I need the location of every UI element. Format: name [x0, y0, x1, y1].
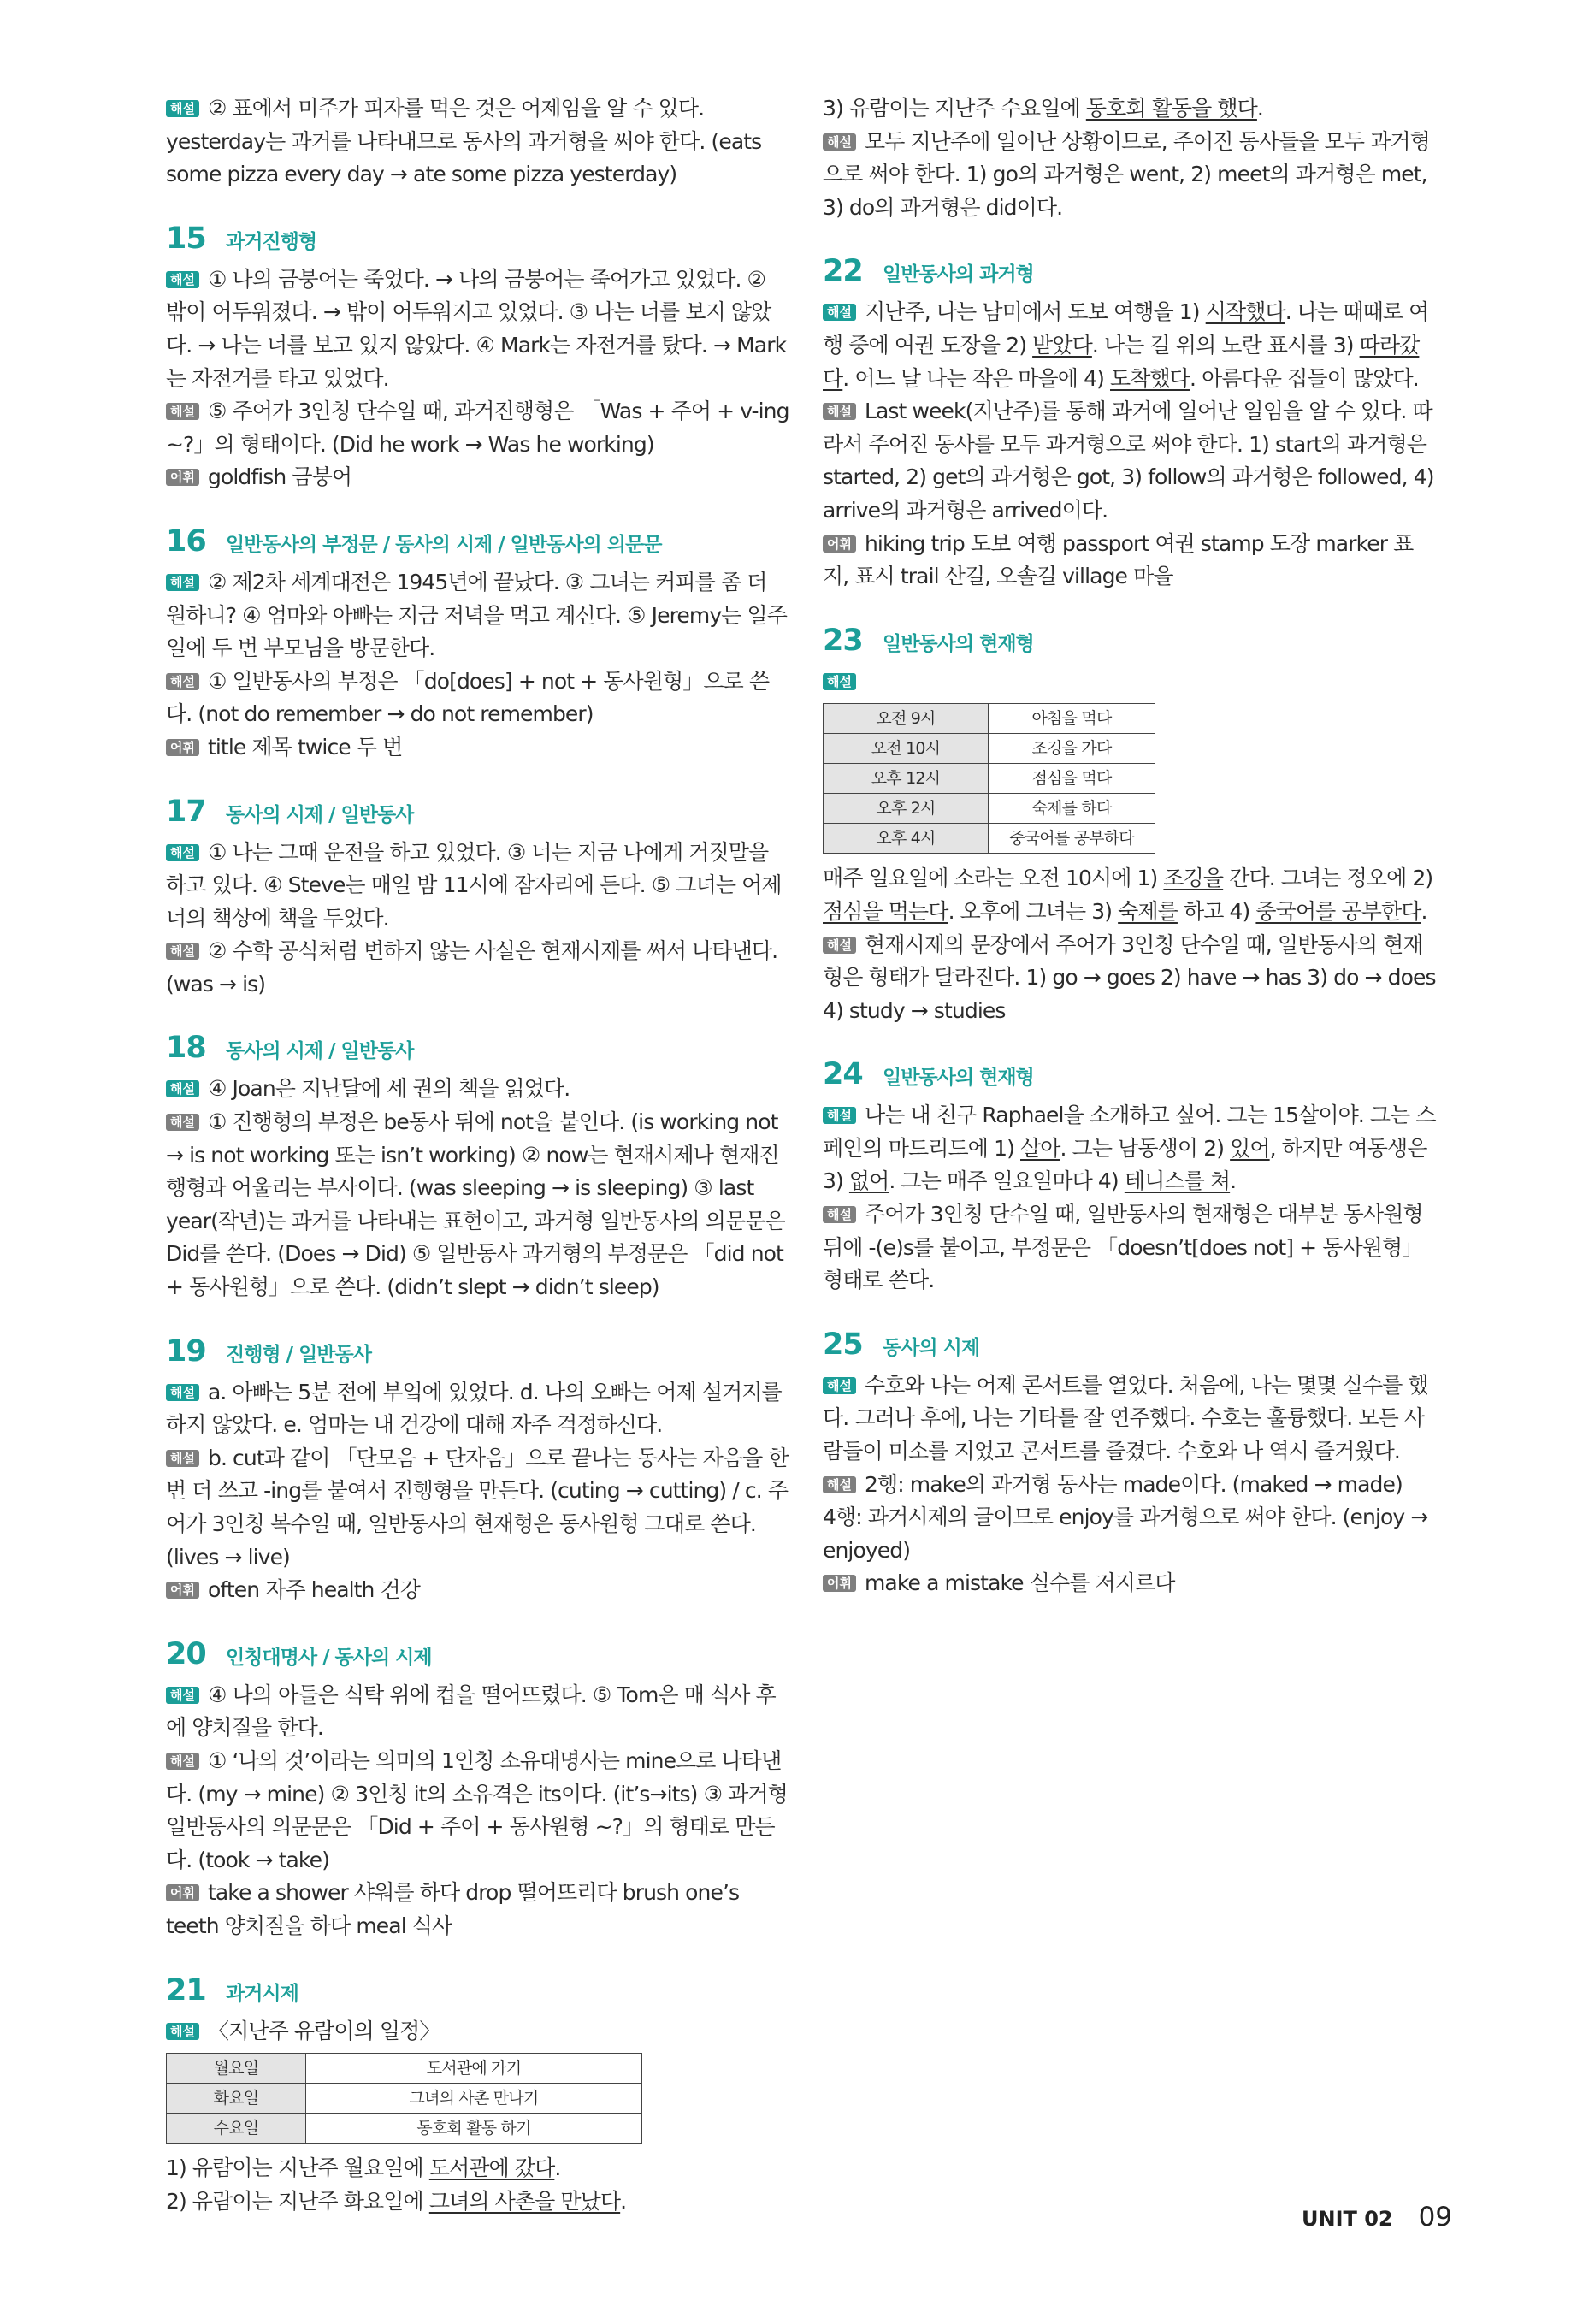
section-title: 동사의 시제 / 일반동사 — [226, 1040, 414, 1063]
section-19 — [166, 1335, 790, 1607]
section-title: 인칭대명사 / 동사의 시제 — [226, 1646, 432, 1669]
vocab-paragraph: 어휘 often 자주 health 건강 — [166, 1574, 790, 1607]
explanation-paragraph: 해설 ① ‘나의 것’이라는 의미의 1인칭 소유대명사는 mine으로 나타낸다. (my → mine) ② 3인칭 it의 소유격은 its이다. (it’s→its) ③ 과거형 일반동사의 의문문은 「Did + 주어 + 동사원형 ~?」의 형태로 만든다. (took → take) — [166, 1747, 788, 1872]
translation-paragraph: 해설 ① 나의 금붕어는 죽었다. → 나의 금붕어는 죽어가고 있었다. ② 밖이 어두워졌다. → 밖이 어두워지고 있었다. ③ 나는 너를 보지 않았다. → 나는 너를 보고 있지 않았다. ④ Mark는 자전거를 탔다. → Mark는 자전거를 타고 있었다. — [166, 266, 787, 391]
section-23 — [823, 624, 1438, 1028]
section-title: 동사의 시제 / 일반동사 — [226, 803, 414, 826]
answer-paragraph: 해설 ② 표에서 미주가 피자를 먹은 것은 어제임을 알 수 있다. yesterday는 과거를 나타내므로 동사의 과거형을 써야 한다. (eats some pizza every day → ate some pizza yesterday) — [166, 96, 762, 187]
section-number: 23 — [823, 623, 863, 658]
translation-paragraph: 해설 a. 아빠는 5분 전에 부엌에 있었다. d. 나의 오빠는 어제 설거지를 하지 않았다. e. 엄마는 내 건강에 대해 자주 걱정하신다. — [166, 1379, 782, 1438]
section-21 — [166, 1974, 790, 2219]
page-footer — [1302, 2202, 1452, 2232]
section-number: 22 — [823, 254, 863, 289]
right-column — [823, 92, 1438, 1631]
schedule-table — [166, 2053, 642, 2144]
explanation-paragraph: 해설 b. cut과 같이 「단모음 + 단자음」으로 끝나는 동사는 자음을 한번 더 쓰고 -ing를 붙여서 진행형을 만든다. (cuting → cutting) / c. 주어가 3인칭 복수일 때, 일반동사의 현재형은 동사원형 그대로 쓴다. (lives → live) — [166, 1445, 789, 1570]
section-24 — [823, 1058, 1438, 1298]
table-row: 수요일 동호회 활동 하기 — [167, 2114, 642, 2144]
section-number: 17 — [166, 794, 206, 829]
explanation-paragraph: 해설 주어가 3인칭 단수일 때, 일반동사의 현재형은 대부분 동사원형 뒤에 -(e)s를 붙이고, 부정문은 「doesn’t[does not] + 동사원형」 형태로 쓴다. — [823, 1202, 1423, 1293]
explanation-paragraph: 해설 ⑤ 주어가 3인칭 단수일 때, 과거진행형은 「Was + 주어 + v-ing ~?」의 형태이다. (Did he work → Was he working) — [166, 399, 789, 457]
translation-paragraph: 해설 ① 나는 그때 운전을 하고 있었다. ③ 너는 지금 나에게 거짓말을 하고 있다. ④ Steve는 매일 밤 11시에 잠자리에 든다. ⑤ 그녀는 어제 너의 책상에 책을 두었다. — [166, 839, 782, 931]
translation-paragraph: 해설 ④ 나의 아들은 식탁 위에 컵을 떨어뜨렸다. ⑤ Tom은 매 식사 후에 양치질을 한다. — [166, 1682, 776, 1741]
vocab-paragraph: 어휘 take a shower 샤워를 하다 drop 떨어뜨리다 brush one’s teeth 양치질을 하다 meal 식사 — [166, 1880, 740, 1938]
section-title: 진행형 / 일반동사 — [226, 1343, 371, 1366]
section-22 — [823, 255, 1438, 593]
section-number: 15 — [166, 221, 206, 256]
section-number: 19 — [166, 1333, 206, 1369]
explanation-paragraph: 해설 2행: make의 과거형 동사는 made이다. (maked → made) — [823, 1469, 1438, 1502]
section-16 — [166, 525, 790, 765]
section-21-continued — [823, 92, 1438, 224]
vocab-paragraph: 어휘 title 제목 twice 두 번 — [166, 731, 790, 765]
answer-line: 2) 유람이는 지난주 화요일에 그녀의 사촌을 만났다. — [166, 2188, 627, 2214]
section-title: 일반동사의 부정문 / 동사의 시제 / 일반동사의 의문문 — [226, 533, 662, 556]
section-number: 21 — [166, 1972, 206, 2008]
section-15 — [166, 222, 790, 494]
table-row: 오전 10시 조깅을 가다 — [824, 734, 1155, 764]
translation-paragraph: 매주 일요일에 소라는 오전 10시에 1) 조깅을 간다. 그녀는 정오에 2) 점심을 먹는다. 오후에 그녀는 3) 숙제를 하고 4) 중국어를 공부한다. — [823, 866, 1433, 924]
left-column — [166, 92, 790, 2249]
section-number: 18 — [166, 1031, 206, 1066]
haeseol-tag: 해설 — [166, 100, 199, 117]
explanation-paragraph: 4행: 과거시제의 글이므로 enjoy를 과거형으로 써야 한다. (enjoy → enjoyed) — [823, 1505, 1428, 1563]
section-17 — [166, 795, 790, 1002]
explanation-paragraph: 해설 모두 지난주에 일어난 상황이므로, 주어진 동사들을 모두 과거형으로 써야 한다. 1) go의 과거형은 went, 2) meet의 과거형은 met, 3) do의 과거형은 did이다. — [823, 128, 1430, 220]
explanation-paragraph: 해설 Last week(지난주)를 통해 과거에 일어난 일임을 알 수 있다. 따라서 주어진 동사를 모두 과거형으로 써야 한다. 1) start의 과거형은 started, 2) get의 과거형은 got, 3) follow의 과거형은 followed, 4) arrive의 과거형은 arrived이다. — [823, 399, 1434, 523]
haeseol-tag: 해설 — [823, 673, 856, 690]
table-row: 오후 2시 숙제를 하다 — [824, 794, 1155, 824]
section-title: 일반동사의 현재형 — [883, 1067, 1034, 1090]
section-number: 20 — [166, 1636, 206, 1671]
table-row: 오후 12시 점심을 먹다 — [824, 764, 1155, 794]
section-number: 25 — [823, 1327, 863, 1362]
schedule-table — [823, 703, 1155, 854]
table-row: 화요일 그녀의 사촌 만나기 — [167, 2084, 642, 2114]
translation-paragraph: 해설 나는 내 친구 Raphael을 소개하고 싶어. 그는 15살이야. 그는 스페인의 마드리드에 1) 살아. 그는 남동생이 2) 있어, 하지만 여동생은 3) 없어. 그는 매주 일요일마다 4) 테니스를 쳐. — [823, 1103, 1436, 1194]
answer-line: 3) 유람이는 지난주 수요일에 동호회 활동을 했다. — [823, 96, 1263, 121]
section-title: 과거진행형 — [226, 230, 317, 253]
translation-paragraph: 해설 ② 제2차 세계대전은 1945년에 끝났다. ③ 그녀는 커피를 좀 더 원하니? ④ 엄마와 아빠는 지금 저녁을 먹고 계신다. ⑤ Jeremy는 일주일에 두 번 부모님을 방문한다. — [166, 569, 788, 661]
answer-line: 1) 유람이는 지난주 월요일에 도서관에 갔다. — [166, 2155, 561, 2181]
section-20 — [166, 1638, 790, 1943]
vocab-paragraph: 어휘 make a mistake 실수를 저지르다 — [823, 1567, 1438, 1600]
table-row: 오전 9시 아침을 먹다 — [824, 704, 1155, 734]
section-title: 과거시제 — [226, 1982, 298, 2005]
section-number: 24 — [823, 1057, 863, 1092]
translation-paragraph: 해설 ④ Joan은 지난달에 세 권의 책을 읽었다. — [166, 1073, 790, 1106]
vocab-paragraph: 어휘 hiking trip 도보 여행 passport 여권 stamp 도장 marker 표지, 표시 trail 산길, 오솔길 village 마을 — [823, 530, 1414, 589]
explanation-paragraph: 해설 현재시제의 문장에서 주어가 3인칭 단수일 때, 일반동사의 현재형은 형태가 달라진다. 1) go → goes 2) have → has 3) do → does 4) study → studies — [823, 931, 1436, 1023]
translation-paragraph: 해설 〈지난주 유람이의 일정〉 — [166, 2015, 790, 2049]
page-number: 09 — [1418, 2202, 1453, 2232]
section-title: 동사의 시제 — [883, 1336, 980, 1359]
translation-paragraph: 해설 수호와 나는 어제 콘서트를 열었다. 처음에, 나는 몇몇 실수를 했다. 그러나 후에, 나는 기타를 잘 연주했다. 수호는 훌륭했다. 모든 사람들이 미소를 지었고 콘서트를 즐겼다. 수호와 나 역시 즐거웠다. — [823, 1372, 1428, 1464]
section-title: 일반동사의 과거형 — [883, 263, 1034, 287]
explanation-paragraph: 해설 ① 진행형의 부정은 be동사 뒤에 not을 붙인다. (is working not → is not working 또는 isn’t working) ② now는 현재시제나 현재진행형과 어울리는 부사이다. (was sleeping → is sleeping) ③ last year(작년)는 과거를 나타내는 표현이고, 과거형 일반동사의 의문문은 Did를 쓴다. (Does → Did) ⑤ 일반동사 과거형의 부정문은 「did not + 동사원형」으로 쓴다. (didn’t slept → didn’t sleep) — [166, 1109, 785, 1300]
explanation-paragraph: 해설 ② 수학 공식처럼 변하지 않는 사실은 현재시제를 써서 나타낸다. (was → is) — [166, 938, 778, 996]
section-title: 일반동사의 현재형 — [883, 632, 1034, 655]
section-18 — [166, 1032, 790, 1304]
vocab-paragraph: 어휘 goldfish 금붕어 — [166, 461, 790, 494]
translation-paragraph: 해설 지난주, 나는 남미에서 도보 여행을 1) 시작했다. 나는 때때로 여행 중에 여권 도장을 2) 받았다. 나는 길 위의 노란 표시를 3) 따라갔다. 어느 날 나는 작은 마을에 4) 도착했다. 아름다운 집들이 많았다. — [823, 299, 1429, 391]
table-row: 월요일 도서관에 가기 — [167, 2054, 642, 2084]
unit-label: UNIT 02 — [1302, 2207, 1393, 2231]
section-25 — [823, 1328, 1438, 1600]
section-number: 16 — [166, 523, 206, 559]
explanation-paragraph: 해설 ① 일반동사의 부정은 「do[does] + not + 동사원형」으로 쓴다. (not do remember → do not remember) — [166, 668, 770, 727]
section-14-tail — [166, 92, 790, 192]
table-row: 오후 4시 중국어를 공부하다 — [824, 824, 1155, 854]
